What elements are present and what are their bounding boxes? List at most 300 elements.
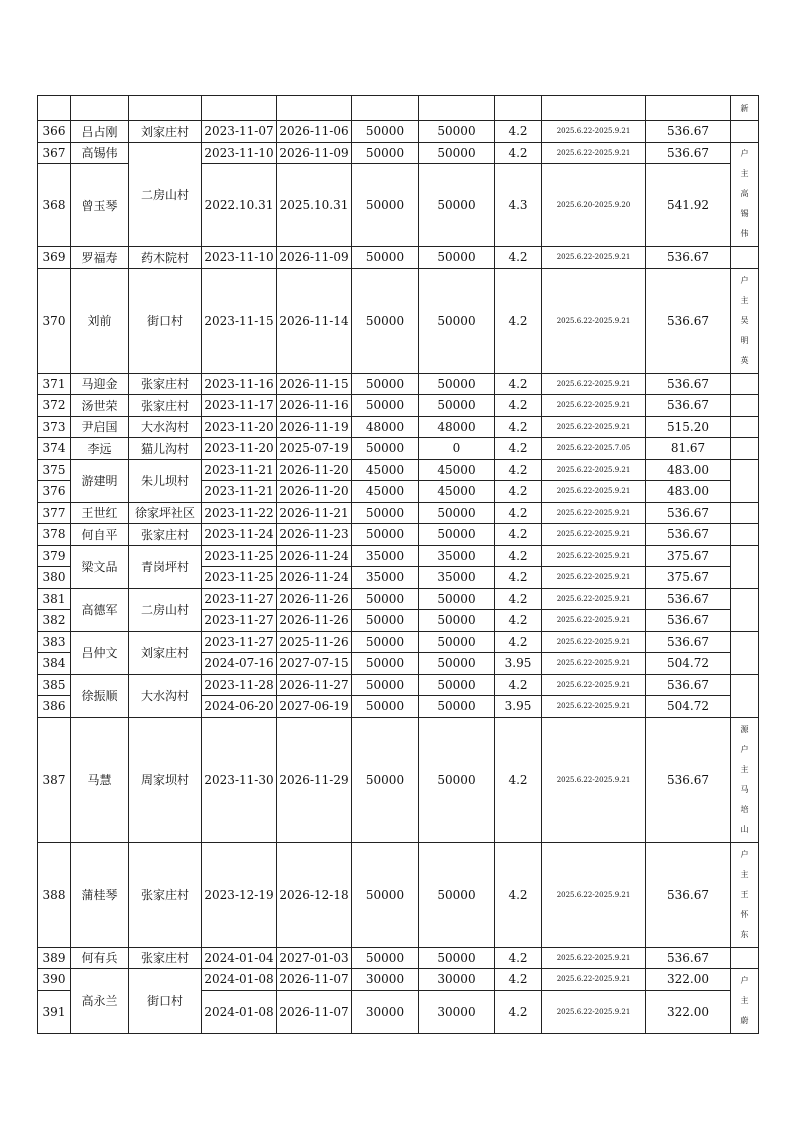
rate-cell: 4.3 — [495, 164, 542, 247]
rate-cell: 4.2 — [495, 481, 542, 503]
end-cell: 2026-11-26 — [277, 610, 352, 632]
start-cell: 2022.10.31 — [202, 164, 277, 247]
table-row — [38, 588, 759, 610]
name-cell: 游建明 — [71, 459, 129, 502]
end-cell: 2026-11-07 — [277, 969, 352, 991]
end-cell: 2026-11-16 — [277, 395, 352, 417]
name-cell: 高锡伟 — [71, 142, 129, 164]
remark-text: 户主高锡伟 — [740, 149, 749, 239]
table-row — [38, 438, 759, 460]
interest-cell: 536.67 — [646, 674, 731, 696]
start-cell: 2023-11-10 — [202, 142, 277, 164]
balance-cell: 50000 — [419, 653, 495, 675]
table-row — [38, 395, 759, 417]
interest-cell: 515.20 — [646, 416, 731, 438]
balance-cell: 30000 — [419, 969, 495, 991]
end-cell: 2026-11-24 — [277, 567, 352, 589]
table-row — [38, 268, 759, 373]
period-cell: 2025.6.22-2025.9.21 — [542, 610, 646, 632]
end-cell: 2026-11-21 — [277, 502, 352, 524]
loan-cell: 45000 — [352, 459, 419, 481]
loan-cell: 45000 — [352, 481, 419, 503]
interest-cell: 536.67 — [646, 947, 731, 969]
table-row — [38, 969, 759, 991]
loan-cell: 50000 — [352, 502, 419, 524]
interest-cell: 536.67 — [646, 588, 731, 610]
village-cell: 刘家庄村 — [129, 631, 202, 674]
table-row — [38, 524, 759, 546]
village-cell: 刘家庄村 — [129, 121, 202, 143]
loan-cell: 50000 — [352, 373, 419, 395]
start-cell: 2024-01-04 — [202, 947, 277, 969]
rate-cell: 4.2 — [495, 416, 542, 438]
rate-cell: 4.2 — [495, 142, 542, 164]
end-cell: 2026-11-19 — [277, 416, 352, 438]
remark-cell — [731, 268, 759, 373]
start-cell: 2023-11-20 — [202, 416, 277, 438]
remark-cell — [731, 121, 759, 143]
no-cell: 371 — [38, 373, 71, 395]
balance-cell: 48000 — [419, 416, 495, 438]
village-cell: 周家坝村 — [129, 717, 202, 842]
cell-empty — [495, 96, 542, 121]
cell-empty — [38, 96, 71, 121]
name-cell: 刘前 — [71, 268, 129, 373]
remark-cell — [731, 373, 759, 395]
end-cell: 2026-11-29 — [277, 717, 352, 842]
name-cell: 马慧 — [71, 717, 129, 842]
start-cell: 2023-11-21 — [202, 481, 277, 503]
remark-cell — [731, 545, 759, 588]
loan-cell: 48000 — [352, 416, 419, 438]
end-cell: 2025-11-26 — [277, 631, 352, 653]
rate-cell: 4.2 — [495, 674, 542, 696]
balance-cell: 50000 — [419, 524, 495, 546]
loan-cell: 50000 — [352, 247, 419, 269]
name-cell: 王世红 — [71, 502, 129, 524]
rate-cell: 4.2 — [495, 373, 542, 395]
start-cell: 2023-11-20 — [202, 438, 277, 460]
balance-cell: 50000 — [419, 121, 495, 143]
name-cell: 李远 — [71, 438, 129, 460]
start-cell: 2024-01-08 — [202, 990, 277, 1033]
remark-text: 户主蔚 — [740, 975, 749, 1025]
name-cell: 梁文品 — [71, 545, 129, 588]
name-cell: 吕仲文 — [71, 631, 129, 674]
name-cell: 高永兰 — [71, 969, 129, 1034]
start-cell: 2024-06-20 — [202, 696, 277, 718]
table-row — [38, 674, 759, 696]
no-cell: 383 — [38, 631, 71, 653]
balance-cell: 50000 — [419, 674, 495, 696]
village-cell: 猫儿沟村 — [129, 438, 202, 460]
no-cell: 389 — [38, 947, 71, 969]
no-cell: 373 — [38, 416, 71, 438]
remark-cell — [731, 459, 759, 502]
cell-empty — [277, 96, 352, 121]
balance-cell: 50000 — [419, 502, 495, 524]
no-cell: 372 — [38, 395, 71, 417]
end-cell: 2026-11-07 — [277, 990, 352, 1033]
balance-cell: 50000 — [419, 373, 495, 395]
end-cell: 2025-07-19 — [277, 438, 352, 460]
end-cell: 2026-11-23 — [277, 524, 352, 546]
end-cell: 2026-11-15 — [277, 373, 352, 395]
rate-cell: 4.2 — [495, 947, 542, 969]
period-cell: 2025.6.22-2025.9.21 — [542, 142, 646, 164]
loan-cell: 50000 — [352, 631, 419, 653]
no-cell: 380 — [38, 567, 71, 589]
cell-empty — [129, 96, 202, 121]
balance-cell: 50000 — [419, 696, 495, 718]
loan-cell: 50000 — [352, 164, 419, 247]
interest-cell: 536.67 — [646, 631, 731, 653]
start-cell: 2023-11-24 — [202, 524, 277, 546]
table-row — [38, 373, 759, 395]
cell-empty — [71, 96, 129, 121]
rate-cell: 4.2 — [495, 610, 542, 632]
remark-text: 户主王怀东 — [740, 849, 749, 939]
name-cell: 马迎金 — [71, 373, 129, 395]
interest-cell: 504.72 — [646, 696, 731, 718]
no-cell: 375 — [38, 459, 71, 481]
start-cell: 2023-11-15 — [202, 268, 277, 373]
start-cell: 2023-11-30 — [202, 717, 277, 842]
village-cell: 二房山村 — [129, 142, 202, 247]
village-cell: 徐家坪社区 — [129, 502, 202, 524]
period-cell: 2025.6.22-2025.9.21 — [542, 696, 646, 718]
balance-cell: 50000 — [419, 842, 495, 947]
interest-cell: 536.67 — [646, 395, 731, 417]
end-cell: 2025.10.31 — [277, 164, 352, 247]
start-cell: 2023-11-22 — [202, 502, 277, 524]
end-cell: 2026-11-26 — [277, 588, 352, 610]
village-cell: 张家庄村 — [129, 395, 202, 417]
interest-cell: 536.67 — [646, 502, 731, 524]
loan-cell: 30000 — [352, 990, 419, 1033]
village-cell: 张家庄村 — [129, 524, 202, 546]
no-cell: 381 — [38, 588, 71, 610]
start-cell: 2023-11-16 — [202, 373, 277, 395]
end-cell: 2027-06-19 — [277, 696, 352, 718]
no-cell: 370 — [38, 268, 71, 373]
no-cell: 384 — [38, 653, 71, 675]
interest-cell: 536.67 — [646, 842, 731, 947]
balance-cell: 45000 — [419, 459, 495, 481]
rate-cell: 4.2 — [495, 567, 542, 589]
period-cell: 2025.6.20-2025.9.20 — [542, 164, 646, 247]
table-row — [38, 121, 759, 143]
rate-cell: 4.2 — [495, 502, 542, 524]
rate-cell: 4.2 — [495, 990, 542, 1033]
village-cell: 张家庄村 — [129, 373, 202, 395]
interest-cell: 483.00 — [646, 481, 731, 503]
period-cell: 2025.6.22-2025.9.21 — [542, 674, 646, 696]
period-cell: 2025.6.22-2025.9.21 — [542, 969, 646, 991]
interest-cell: 536.67 — [646, 247, 731, 269]
rate-cell: 4.2 — [495, 268, 542, 373]
rate-cell: 4.2 — [495, 717, 542, 842]
table-row — [38, 416, 759, 438]
name-cell: 高德军 — [71, 588, 129, 631]
interest-cell: 504.72 — [646, 653, 731, 675]
rate-cell: 4.2 — [495, 631, 542, 653]
no-cell: 387 — [38, 717, 71, 842]
remark-cell — [731, 247, 759, 269]
village-cell: 街口村 — [129, 969, 202, 1034]
remark-cell — [731, 438, 759, 460]
no-cell: 378 — [38, 524, 71, 546]
name-cell: 吕占刚 — [71, 121, 129, 143]
remark-cell: 新 — [731, 96, 759, 121]
no-cell: 391 — [38, 990, 71, 1033]
table-row — [38, 502, 759, 524]
balance-cell: 50000 — [419, 588, 495, 610]
village-cell: 张家庄村 — [129, 842, 202, 947]
start-cell: 2023-11-10 — [202, 247, 277, 269]
loan-cell: 35000 — [352, 567, 419, 589]
remark-cell — [731, 947, 759, 969]
period-cell: 2025.6.22-2025.9.21 — [542, 653, 646, 675]
end-cell: 2026-11-09 — [277, 142, 352, 164]
no-cell: 369 — [38, 247, 71, 269]
remark-cell — [731, 674, 759, 717]
name-cell: 罗福寿 — [71, 247, 129, 269]
name-cell: 尹启国 — [71, 416, 129, 438]
balance-cell: 0 — [419, 438, 495, 460]
loan-cell: 35000 — [352, 545, 419, 567]
end-cell: 2026-11-27 — [277, 674, 352, 696]
end-cell: 2026-11-09 — [277, 247, 352, 269]
cell-empty — [202, 96, 277, 121]
period-cell: 2025.6.22-2025.9.21 — [542, 481, 646, 503]
balance-cell: 50000 — [419, 947, 495, 969]
interest-cell: 536.67 — [646, 373, 731, 395]
start-cell: 2023-11-25 — [202, 545, 277, 567]
name-cell: 蒲桂琴 — [71, 842, 129, 947]
balance-cell: 50000 — [419, 610, 495, 632]
rate-cell: 4.2 — [495, 524, 542, 546]
interest-cell: 536.67 — [646, 121, 731, 143]
interest-cell: 375.67 — [646, 567, 731, 589]
balance-cell: 50000 — [419, 268, 495, 373]
loan-cell: 50000 — [352, 696, 419, 718]
period-cell: 2025.6.22-2025.9.21 — [542, 717, 646, 842]
period-cell: 2025.6.22-2025.9.21 — [542, 990, 646, 1033]
name-cell: 徐振顺 — [71, 674, 129, 717]
period-cell: 2025.6.22-2025.9.21 — [542, 842, 646, 947]
interest-cell: 536.67 — [646, 142, 731, 164]
rate-cell: 3.95 — [495, 653, 542, 675]
period-cell: 2025.6.22-2025.9.21 — [542, 395, 646, 417]
remark-cell — [731, 142, 759, 247]
period-cell: 2025.6.22-2025.9.21 — [542, 545, 646, 567]
remark-cell — [731, 416, 759, 438]
end-cell: 2026-11-14 — [277, 268, 352, 373]
start-cell: 2023-12-19 — [202, 842, 277, 947]
loan-cell: 50000 — [352, 121, 419, 143]
end-cell: 2026-11-20 — [277, 459, 352, 481]
interest-cell: 322.00 — [646, 990, 731, 1033]
end-cell: 2026-11-06 — [277, 121, 352, 143]
cell-empty — [646, 96, 731, 121]
interest-cell: 536.67 — [646, 717, 731, 842]
end-cell: 2027-07-15 — [277, 653, 352, 675]
period-cell: 2025.6.22-2025.9.21 — [542, 947, 646, 969]
period-cell: 2025.6.22-2025.9.21 — [542, 416, 646, 438]
cell-empty — [352, 96, 419, 121]
end-cell: 2027-01-03 — [277, 947, 352, 969]
balance-cell: 50000 — [419, 631, 495, 653]
remark-text: 户主吴明英 — [740, 275, 749, 365]
rate-cell: 4.2 — [495, 842, 542, 947]
table-row — [38, 842, 759, 947]
table-row — [38, 459, 759, 481]
remark-cell — [731, 631, 759, 674]
rate-cell: 4.2 — [495, 545, 542, 567]
start-cell: 2024-07-16 — [202, 653, 277, 675]
balance-cell: 50000 — [419, 164, 495, 247]
remark-cell — [731, 502, 759, 524]
loan-cell: 50000 — [352, 842, 419, 947]
interest-cell: 541.92 — [646, 164, 731, 247]
interest-cell: 536.67 — [646, 524, 731, 546]
loan-cell: 50000 — [352, 717, 419, 842]
no-cell: 374 — [38, 438, 71, 460]
no-cell: 379 — [38, 545, 71, 567]
loan-cell: 50000 — [352, 268, 419, 373]
remark-cell — [731, 524, 759, 546]
no-cell: 385 — [38, 674, 71, 696]
balance-cell: 50000 — [419, 142, 495, 164]
village-cell: 大水沟村 — [129, 416, 202, 438]
no-cell: 382 — [38, 610, 71, 632]
rate-cell: 4.2 — [495, 438, 542, 460]
loan-cell: 50000 — [352, 524, 419, 546]
interest-cell: 536.67 — [646, 268, 731, 373]
balance-cell: 35000 — [419, 545, 495, 567]
interest-cell: 483.00 — [646, 459, 731, 481]
village-cell: 药木院村 — [129, 247, 202, 269]
no-cell: 377 — [38, 502, 71, 524]
name-cell: 何有兵 — [71, 947, 129, 969]
start-cell: 2023-11-27 — [202, 588, 277, 610]
balance-cell: 50000 — [419, 247, 495, 269]
cell-empty — [542, 96, 646, 121]
village-cell: 朱儿坝村 — [129, 459, 202, 502]
name-cell: 曾玉琴 — [71, 164, 129, 247]
period-cell: 2025.6.22-2025.9.21 — [542, 631, 646, 653]
balance-cell: 30000 — [419, 990, 495, 1033]
loan-cell: 50000 — [352, 588, 419, 610]
no-cell: 388 — [38, 842, 71, 947]
loan-cell: 50000 — [352, 142, 419, 164]
table-row — [38, 717, 759, 842]
balance-cell: 50000 — [419, 717, 495, 842]
start-cell: 2023-11-07 — [202, 121, 277, 143]
period-cell: 2025.6.22-2025.9.21 — [542, 459, 646, 481]
balance-cell: 50000 — [419, 395, 495, 417]
name-cell: 汤世荣 — [71, 395, 129, 417]
rate-cell: 4.2 — [495, 969, 542, 991]
table-row — [38, 631, 759, 653]
start-cell: 2023-11-27 — [202, 610, 277, 632]
table-row — [38, 142, 759, 164]
cell-empty — [419, 96, 495, 121]
remark-cell — [731, 717, 759, 842]
remark-cell — [731, 588, 759, 631]
table-row — [38, 247, 759, 269]
period-cell: 2025.6.22-2025.9.21 — [542, 588, 646, 610]
rate-cell: 3.95 — [495, 696, 542, 718]
loan-cell: 50000 — [352, 395, 419, 417]
village-cell: 大水沟村 — [129, 674, 202, 717]
start-cell: 2023-11-17 — [202, 395, 277, 417]
loan-cell: 30000 — [352, 969, 419, 991]
no-cell: 376 — [38, 481, 71, 503]
balance-cell: 35000 — [419, 567, 495, 589]
loan-cell: 50000 — [352, 610, 419, 632]
start-cell: 2023-11-21 — [202, 459, 277, 481]
village-cell: 张家庄村 — [129, 947, 202, 969]
balance-cell: 45000 — [419, 481, 495, 503]
village-cell: 街口村 — [129, 268, 202, 373]
no-cell: 390 — [38, 969, 71, 991]
start-cell: 2024-01-08 — [202, 969, 277, 991]
period-cell: 2025.6.22-2025.9.21 — [542, 121, 646, 143]
start-cell: 2023-11-27 — [202, 631, 277, 653]
loan-cell: 50000 — [352, 674, 419, 696]
period-cell: 2025.6.22-2025.9.21 — [542, 567, 646, 589]
loan-cell: 50000 — [352, 947, 419, 969]
remark-text: 源户主马培山 — [740, 724, 749, 834]
remark-cell — [731, 395, 759, 417]
end-cell: 2026-11-24 — [277, 545, 352, 567]
period-cell: 2025.6.22-2025.9.21 — [542, 268, 646, 373]
remark-cell — [731, 969, 759, 1034]
period-cell: 2025.6.22-2025.9.21 — [542, 502, 646, 524]
table-row-continued — [38, 96, 759, 121]
village-cell: 青岗坪村 — [129, 545, 202, 588]
no-cell: 366 — [38, 121, 71, 143]
no-cell: 386 — [38, 696, 71, 718]
end-cell: 2026-11-20 — [277, 481, 352, 503]
no-cell: 368 — [38, 164, 71, 247]
remark-cell — [731, 842, 759, 947]
interest-cell: 536.67 — [646, 610, 731, 632]
village-cell: 二房山村 — [129, 588, 202, 631]
rate-cell: 4.2 — [495, 459, 542, 481]
period-cell: 2025.6.22-2025.9.21 — [542, 247, 646, 269]
rate-cell: 4.2 — [495, 395, 542, 417]
interest-cell: 375.67 — [646, 545, 731, 567]
loan-table — [37, 95, 759, 1034]
no-cell: 367 — [38, 142, 71, 164]
start-cell: 2023-11-28 — [202, 674, 277, 696]
interest-cell: 322.00 — [646, 969, 731, 991]
rate-cell: 4.2 — [495, 588, 542, 610]
period-cell: 2025.6.22-2025.9.21 — [542, 524, 646, 546]
start-cell: 2023-11-25 — [202, 567, 277, 589]
period-cell: 2025.6.22-2025.9.21 — [542, 373, 646, 395]
name-cell: 何自平 — [71, 524, 129, 546]
interest-cell: 81.67 — [646, 438, 731, 460]
loan-cell: 50000 — [352, 653, 419, 675]
rate-cell: 4.2 — [495, 121, 542, 143]
end-cell: 2026-12-18 — [277, 842, 352, 947]
loan-cell: 50000 — [352, 438, 419, 460]
table-row — [38, 947, 759, 969]
